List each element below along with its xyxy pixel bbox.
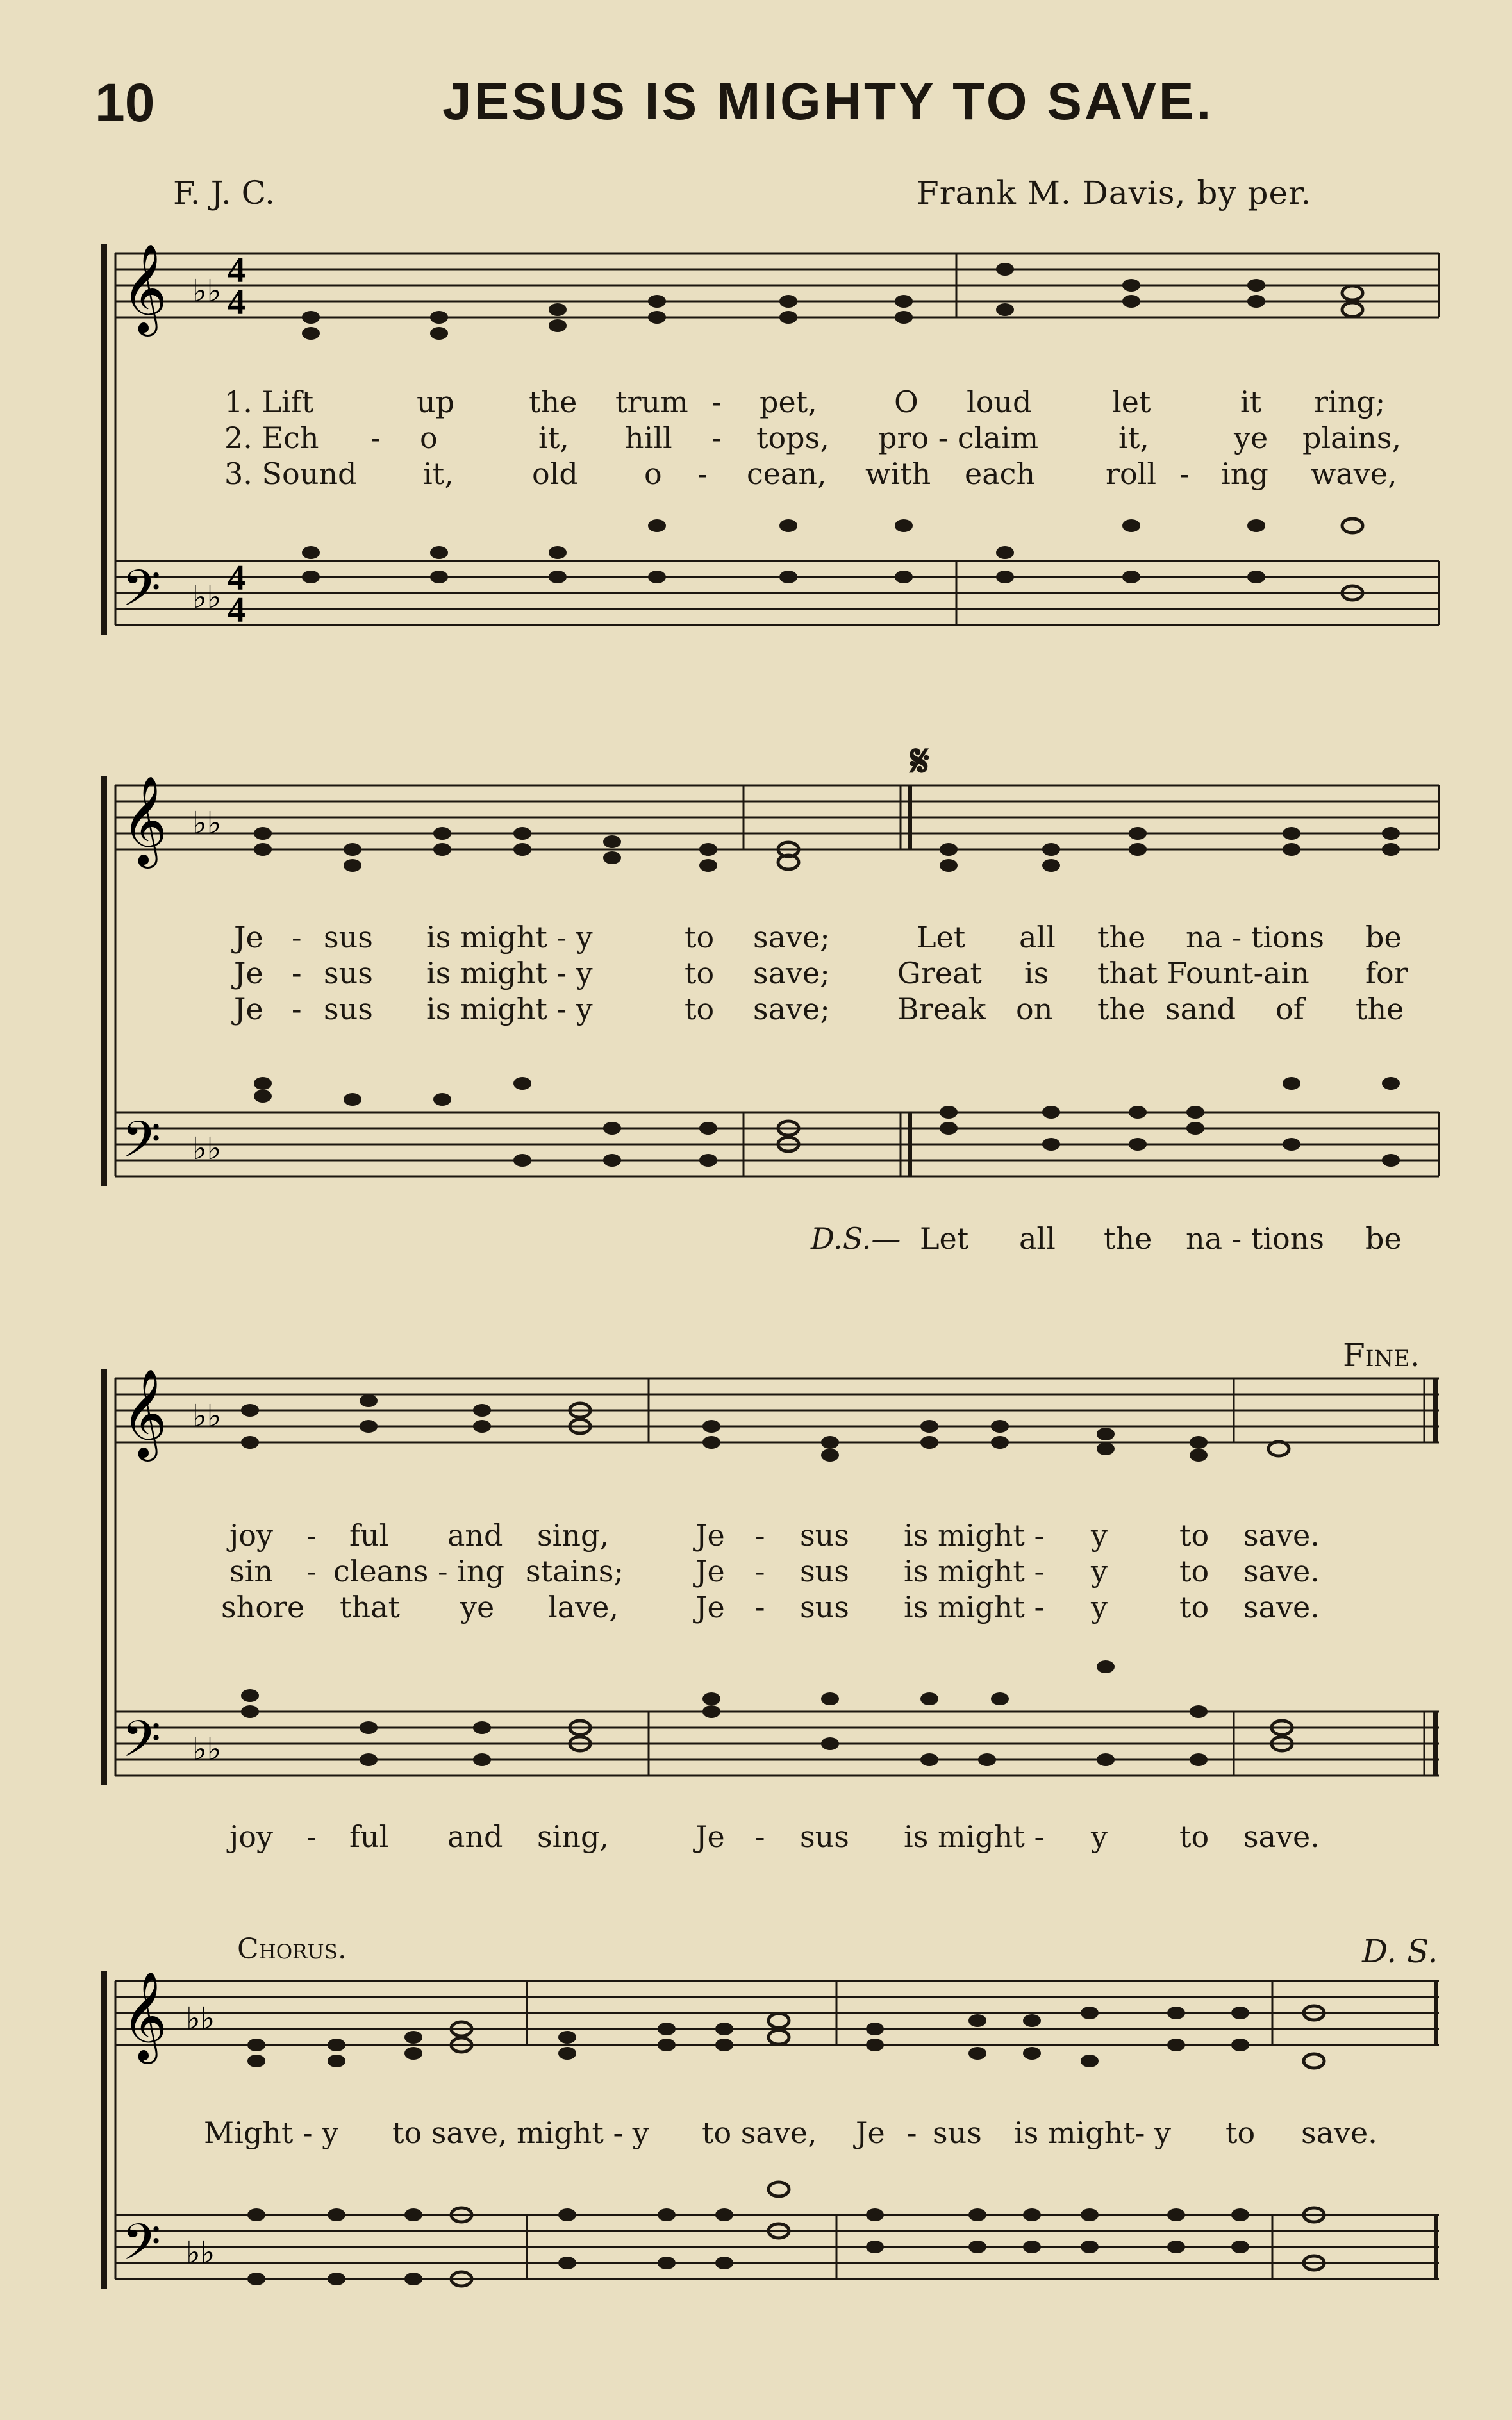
treble-clef-icon: 𝄞 — [122, 1971, 167, 2060]
chorus-marker: Chorus. — [237, 1933, 347, 1965]
lyric-syllable: sus — [324, 920, 373, 955]
lyric-syllable: save. — [1243, 1819, 1320, 1854]
lyric-syllable: and — [447, 1819, 503, 1854]
lyric-syllable: ing — [1221, 456, 1268, 491]
time-signature-numerator: 4 — [228, 251, 245, 290]
lyric-syllable: sus — [800, 1554, 849, 1589]
lyric-syllable: each — [965, 456, 1036, 491]
lyric-syllable: o — [420, 421, 438, 455]
lyric-syllable: y — [1091, 1518, 1108, 1553]
lyric-syllable: is might - — [904, 1819, 1044, 1854]
lyric-syllable: the — [1104, 1221, 1152, 1256]
lyric-syllable: is might - y — [426, 992, 593, 1026]
lyric-syllable: tops, — [756, 421, 829, 455]
flat-signs-icon: ♭♭ — [186, 2235, 215, 2271]
lyric-syllable: loud — [967, 385, 1032, 419]
lyric-syllable: to — [1179, 1590, 1209, 1624]
lyric-syllable: na - tions — [1186, 920, 1324, 955]
lyric-syllable: for — [1365, 956, 1408, 990]
ds-marker: D.S.— — [811, 1221, 901, 1256]
lyric-syllable: that Fount-ain — [1097, 956, 1309, 990]
lyric-row-chorus — [0, 2115, 1512, 2154]
lyric-syllable: sand — [1165, 992, 1236, 1026]
lyric-syllable: - — [711, 385, 722, 419]
lyric-syllable: that — [340, 1590, 401, 1624]
lyric-syllable: shore — [221, 1590, 305, 1624]
flat-signs-icon: ♭♭ — [192, 1131, 222, 1167]
time-signature-numerator: 4 — [228, 558, 245, 598]
lyric-row-s1-v3 — [0, 456, 1512, 495]
lyric-syllable: sus — [324, 992, 373, 1026]
lyric-syllable: sus — [800, 1518, 849, 1553]
lyric-syllable: it, — [1118, 421, 1149, 455]
lyric-syllable: na - tions — [1186, 1221, 1324, 1256]
lyric-row-s3-v1 — [0, 1518, 1512, 1556]
lyric-syllable: Great — [897, 956, 982, 990]
lyric-syllable: the — [1356, 992, 1404, 1026]
lyric-syllable: Je — [234, 956, 263, 990]
lyric-syllable: - — [370, 421, 381, 455]
lyric-syllable: - — [306, 1554, 317, 1589]
fine-marker: Fine. — [1343, 1337, 1420, 1374]
lyric-syllable: the — [1097, 920, 1146, 955]
flat-signs-icon: ♭♭ — [192, 580, 222, 615]
lyric-syllable: is — [1024, 956, 1049, 990]
lyric-syllable: ful — [349, 1819, 389, 1854]
lyric-syllable: sus — [800, 1819, 849, 1854]
lyric-syllable: 1. Lift — [224, 385, 314, 419]
lyric-syllable: to — [685, 992, 715, 1026]
lyric-syllable: Je — [695, 1819, 725, 1854]
lyric-syllable: is might - — [904, 1518, 1044, 1553]
lyric-syllable: up — [417, 385, 455, 419]
lyric-row-s1-v1 — [0, 385, 1512, 423]
lyric-syllable: with — [865, 456, 931, 491]
time-signature-denominator: 4 — [228, 283, 245, 322]
segno-icon: 𝄋 — [910, 734, 930, 787]
lyric-syllable: save. — [1243, 1590, 1320, 1624]
lyric-syllable: Je — [856, 2115, 885, 2150]
lyric-syllable: - — [306, 1819, 317, 1854]
lyric-syllable: Je — [695, 1518, 725, 1553]
treble-clef-icon: 𝄞 — [122, 244, 167, 333]
lyric-syllable: be — [1365, 1221, 1402, 1256]
lyric-syllable: - — [697, 456, 708, 491]
music-system-4 — [0, 1962, 1512, 2346]
lyric-syllable: the — [529, 385, 577, 419]
lyric-syllable: O — [894, 385, 918, 419]
lyric-syllable: of — [1275, 992, 1304, 1026]
lyric-syllable: ful — [349, 1518, 389, 1553]
bass-clef-icon: 𝄢 — [122, 1710, 162, 1781]
lyric-syllable: 3. Sound — [224, 456, 357, 491]
lyric-syllable: trum — [615, 385, 688, 419]
lyric-syllable: to — [1179, 1554, 1209, 1589]
lyric-syllable: wave, — [1311, 456, 1397, 491]
lyric-syllable: ye — [1234, 421, 1268, 455]
flat-signs-icon: ♭♭ — [192, 1732, 222, 1767]
lyric-syllable: on — [1016, 992, 1053, 1026]
lyric-syllable: Je — [695, 1590, 725, 1624]
ds-end-marker: D. S. — [1362, 1933, 1438, 1970]
bass-staff-1 — [115, 561, 1439, 625]
lyric-syllable: all — [1019, 920, 1056, 955]
lyric-row-s3-v2 — [0, 1554, 1512, 1592]
treble-clef-icon: 𝄞 — [122, 776, 167, 865]
page-number: 10 — [95, 72, 155, 133]
composer-credit: Frank M. Davis, by per. — [917, 174, 1312, 212]
page-title: JESUS IS MIGHTY TO SAVE. — [442, 72, 1214, 131]
lyric-syllable: save. — [1243, 1518, 1320, 1553]
lyric-syllable: Je — [695, 1554, 725, 1589]
flat-signs-icon: ♭♭ — [186, 2001, 215, 2037]
lyric-syllable: joy — [229, 1819, 273, 1854]
lyric-syllable: 2. Ech — [224, 421, 319, 455]
lyric-syllable: it, — [423, 456, 454, 491]
lyric-row-s3-v3 — [0, 1590, 1512, 1628]
lyric-syllable: it, — [538, 421, 569, 455]
lyric-syllable: to save, — [392, 2115, 508, 2150]
lyric-syllable: Let — [920, 1221, 969, 1256]
lyric-syllable: y — [1091, 1590, 1108, 1624]
flat-signs-icon: ♭♭ — [192, 1398, 222, 1434]
lyric-syllable: is might - y — [426, 956, 593, 990]
lyric-syllable: sus — [933, 2115, 982, 2150]
lyric-syllable: save; — [753, 920, 830, 955]
bass-clef-icon: 𝄢 — [122, 560, 162, 630]
lyric-syllable: - — [1179, 456, 1190, 491]
lyric-syllable: is might- y — [1014, 2115, 1171, 2150]
lyric-syllable: o — [644, 456, 662, 491]
lyric-syllable: save; — [753, 992, 830, 1026]
lyric-syllable: sus — [800, 1590, 849, 1624]
lyric-syllable: be — [1365, 920, 1402, 955]
lyric-syllable: y — [1091, 1819, 1108, 1854]
lyric-syllable: the — [1097, 992, 1146, 1026]
lyric-syllable: to — [1225, 2115, 1256, 2150]
lyric-syllable: - — [755, 1590, 765, 1624]
lyric-syllable: sing, — [537, 1819, 610, 1854]
lyric-row-s1-v2 — [0, 421, 1512, 459]
ds-lyric-row-s3 — [0, 1819, 1512, 1858]
lyric-syllable: to — [1179, 1518, 1209, 1553]
lyric-syllable: ye — [460, 1590, 495, 1624]
lyric-syllable: save. — [1301, 2115, 1377, 2150]
lyric-row-s2-v1 — [0, 920, 1512, 958]
lyric-syllable: it — [1240, 385, 1262, 419]
lyric-syllable: pro - claim — [878, 421, 1039, 455]
lyric-syllable: stains; — [526, 1554, 624, 1589]
lyric-syllable: y — [1091, 1554, 1108, 1589]
lyric-syllable: - — [292, 956, 302, 990]
treble-clef-icon: 𝄞 — [122, 1369, 167, 1458]
bass-clef-icon: 𝄢 — [122, 1111, 162, 1181]
lyric-syllable: and — [447, 1518, 503, 1553]
lyric-syllable: Break — [897, 992, 986, 1026]
lyric-syllable: all — [1019, 1221, 1056, 1256]
lyric-syllable: to save, — [702, 2115, 817, 2150]
lyric-syllable: Might - y — [204, 2115, 339, 2150]
lyric-syllable: sing, — [537, 1518, 610, 1553]
lyric-syllable: cleans - ing — [333, 1554, 504, 1589]
lyric-syllable: joy — [229, 1518, 273, 1553]
lyric-syllable: lave, — [548, 1590, 619, 1624]
lyric-syllable: pet, — [760, 385, 817, 419]
lyric-syllable: Je — [234, 920, 263, 955]
lyricist-credit: F. J. C. — [173, 174, 276, 212]
lyric-row-s2-v2 — [0, 956, 1512, 994]
lyric-syllable: sin — [229, 1554, 273, 1589]
lyric-syllable: save; — [753, 956, 830, 990]
lyric-syllable: - — [755, 1554, 765, 1589]
lyric-syllable: roll — [1106, 456, 1157, 491]
lyric-syllable: - — [711, 421, 722, 455]
lyric-syllable: is might - — [904, 1554, 1044, 1589]
lyric-syllable: is might - — [904, 1590, 1044, 1624]
lyric-syllable: let — [1112, 385, 1151, 419]
ds-lyric-row-s2 — [0, 1221, 1512, 1260]
lyric-syllable: hill — [625, 421, 672, 455]
treble-staff-1 — [115, 253, 1439, 317]
lyric-syllable: - — [755, 1819, 765, 1854]
lyric-syllable: to — [685, 920, 715, 955]
lyric-syllable: might - y — [517, 2115, 649, 2150]
lyric-syllable: to — [1179, 1819, 1209, 1854]
bass-clef-icon: 𝄢 — [122, 2214, 162, 2284]
lyric-syllable: ring; — [1314, 385, 1386, 419]
lyric-syllable: is might - y — [426, 920, 593, 955]
lyric-syllable: save. — [1243, 1554, 1320, 1589]
lyric-syllable: old — [532, 456, 578, 491]
lyric-syllable: - — [755, 1518, 765, 1553]
lyric-syllable: cean, — [747, 456, 827, 491]
lyric-syllable: - — [292, 992, 302, 1026]
lyric-syllable: Je — [234, 992, 263, 1026]
lyric-syllable: - — [306, 1518, 317, 1553]
time-signature-denominator: 4 — [228, 590, 245, 630]
lyric-syllable: plains, — [1302, 421, 1402, 455]
lyric-syllable: - — [907, 2115, 917, 2150]
lyric-syllable: sus — [324, 956, 373, 990]
flat-signs-icon: ♭♭ — [192, 805, 222, 841]
flat-signs-icon: ♭♭ — [192, 273, 222, 309]
lyric-syllable: Let — [917, 920, 966, 955]
lyric-row-s2-v3 — [0, 992, 1512, 1030]
lyric-syllable: to — [685, 956, 715, 990]
lyric-syllable: - — [292, 920, 302, 955]
